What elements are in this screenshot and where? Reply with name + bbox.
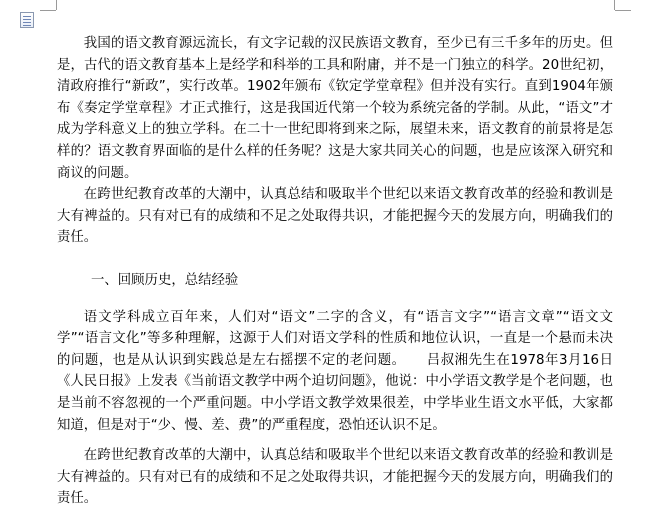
crop-mark-top-left bbox=[56, 0, 57, 10]
crop-mark-top-right bbox=[614, 0, 615, 10]
document-icon[interactable] bbox=[20, 12, 34, 28]
paragraph: 在跨世纪教育改革的大潮中，认真总结和吸取半个世纪以来语文教育改革的经验和教训是大有裨益的。只有对已有的成绩和不足之处取得共识，才能把握今天的发展方向，明确我们的责任。 bbox=[57, 187, 613, 246]
paragraph: 在跨世纪教育改革的大潮中，认真总结和吸取半个世纪以来语文教育改革的经验和教训是大有裨益的。只有对已有的成绩和不足之处取得共识，才能把握今天的发展方向，明确我们的责任。 bbox=[57, 448, 613, 506]
document-body[interactable] bbox=[57, 33, 613, 506]
crop-mark-top-left bbox=[40, 10, 56, 11]
blank-line bbox=[57, 292, 613, 307]
paragraph: 语文学科成立百年来，人们对“语文”二字的含义，有“语言文字”“语言文章”“语文文学”“语言文化”等多种理解，这源于人们对语文学科的性质和地位认识，一直是一个悬而未决的问题，也是从认识到实践总是左右摇摆不定的老问题。 吕叔湘先生在1978年3月16日《人民日报》上发表《当前语文教学中两个迫切问题》，他说：中小学语文教学是个老问题，也是当前不容忽视的一个严重问题。中小学语文教学效果很差，中学毕业生语文水平低，大家都知道，但是对于“少、慢、差、费”的严重程度，恐怕还认识不足。 bbox=[57, 309, 613, 433]
paragraph: 我国的语文教育源远流长，有文字记载的汉民族语文教育，至少已有三千多年的历史。但是，古代的语文教育基本上是经学和科举的工具和附庸，并不是一门独立的科学。20世纪初，清政府推行“新政”，实行改革。1902年颁布《钦定学堂章程》但并没有实行。直到1904年颁布《奏定学堂章程》才正式推行，这是我国近代第一个较为系统完备的学制。从此，“语文”才成为学科意义上的独立学科。在二十一世纪即将到来之际，展望未来，语文教育的前景将是怎样的？语文教育界面临的是什么样的任务呢？这是大家共同关心的问题，也是应该深入研究和商议的问题。 bbox=[57, 36, 613, 181]
blank-line bbox=[57, 436, 613, 445]
crop-mark-top-right bbox=[615, 10, 631, 11]
blank-line bbox=[57, 249, 613, 270]
section-heading: 一、回顾历史，总结经验 bbox=[91, 272, 239, 288]
